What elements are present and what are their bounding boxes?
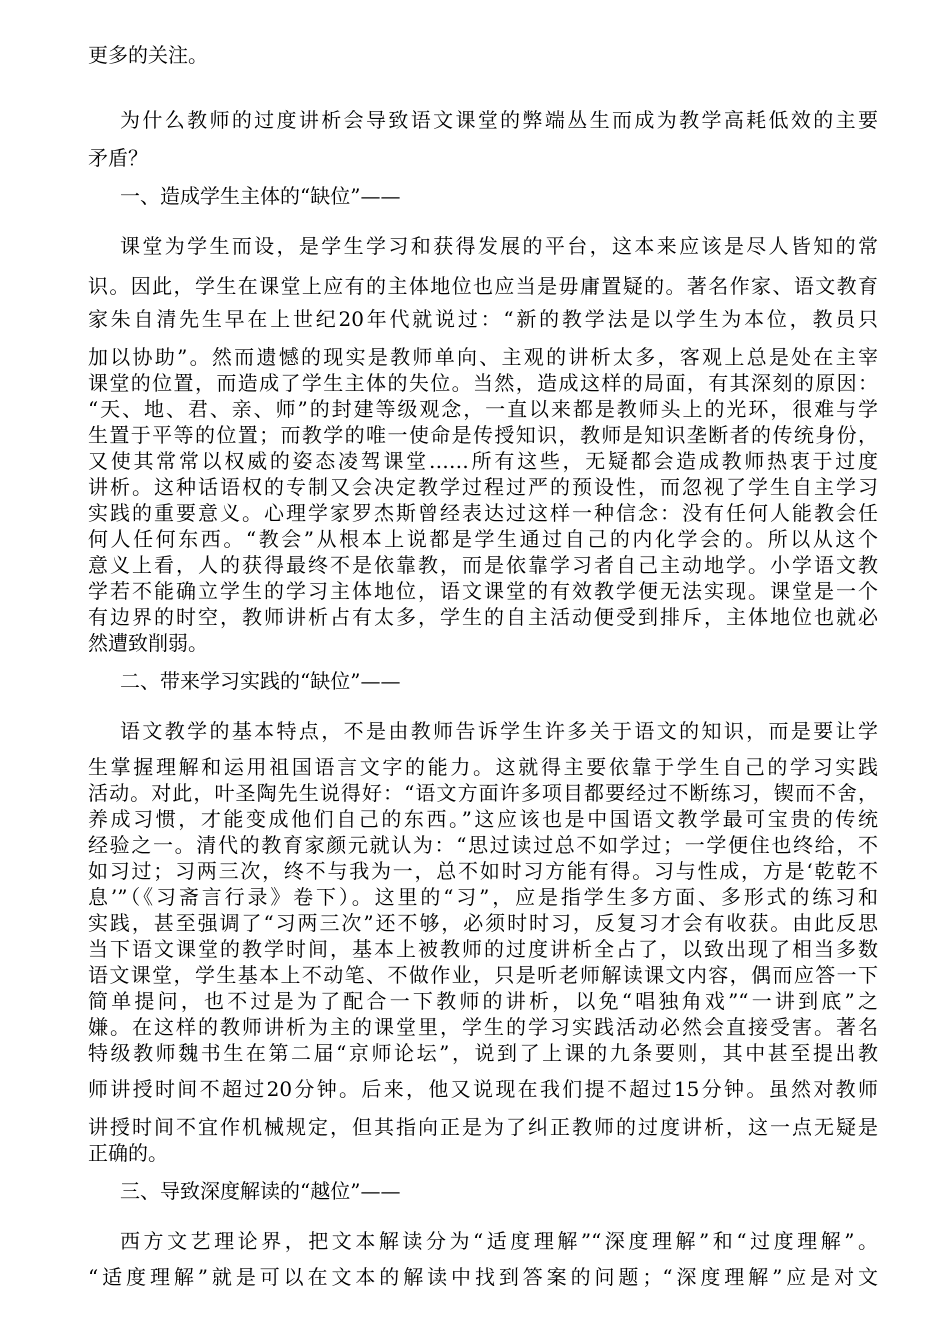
text-line: 意义上看，人的获得最终不是依靠教，而是依靠学习者自己主动地学。小学语文教	[88, 553, 878, 577]
text-line: 生置于平等的位置；而教学的唯一使命是传授知识，教师是知识垄断者的传统身份，	[88, 423, 878, 447]
text-line: 活动。对此，叶圣陶先生说得好：“语文方面许多项目都要经过不断练习，锲而不舍，	[88, 781, 878, 805]
text-line: 为什么教师的过度讲析会导致语文课堂的弊端丛生而成为教学高耗低效的主要	[120, 108, 878, 132]
text-line: 师讲授时间不超过20分钟。后来，他又说现在我们提不超过15分钟。虽然对教师	[88, 1077, 878, 1101]
text-line: 特级教师魏书生在第二届“京师论坛”，说到了上课的九条要则，其中甚至提出教	[88, 1041, 878, 1065]
text-line: 有边界的时空，教师讲析占有太多，学生的自主活动便受到排斥，主体地位也就必	[88, 605, 878, 629]
text-line: “适度理解”就是可以在文本的解读中找到答案的问题；“深度理解”应是对文	[88, 1265, 878, 1289]
text-line: 然遭致削弱。	[88, 631, 208, 655]
text-line: 息’”（《习斋言行录》卷下）。这里的“习”，应是指学生多方面、多形式的练习和	[88, 885, 878, 909]
section-heading: 一、造成学生主体的“缺位”——	[120, 184, 401, 208]
text-line: 加以协助”。然而遗憾的现实是教师单向、主观的讲析太多，客观上总是处在主宰	[88, 345, 878, 369]
text-line: 课堂为学生而设，是学生学习和获得发展的平台，这本来应该是尽人皆知的常	[120, 234, 878, 258]
text-line: 当下语文课堂的教学时间，基本上被教师的过度讲析全占了，以致出现了相当多数	[88, 937, 878, 961]
section-heading: 三、导致深度解读的“越位”——	[120, 1179, 401, 1203]
text-line: 嫌。在这样的教师讲析为主的课堂里，学生的学习实践活动必然会直接受害。著名	[88, 1015, 878, 1039]
text-line: 正确的。	[88, 1141, 168, 1165]
text-line: 简单提问，也不过是为了配合一下教师的讲析，以免“唱独角戏”“一讲到底”之	[88, 989, 878, 1013]
text-line: 经验之一。清代的教育家颜元就认为：“思过读过总不如学过；一学便住也终给，不	[88, 833, 878, 857]
text-line: 又使其常常以权威的姿态凌驾课堂……所有这些，无疑都会造成教师热衷于过度	[88, 449, 878, 473]
text-line: 养成习惯，才能变成他们自己的东西。”这应该也是中国语文教学最可宝贵的传统	[88, 807, 878, 831]
text-line: 识。因此，学生在课堂上应有的主体地位也应当是毋庸置疑的。著名作家、语文教育	[88, 274, 878, 298]
text-line: 语文教学的基本特点，不是由教师告诉学生许多关于语文的知识，而是要让学	[120, 719, 878, 743]
text-line: 西方文艺理论界，把文本解读分为“适度理解”“深度理解”和“过度理解”。	[120, 1229, 878, 1253]
text-line: 如习过；习两三次，终不与我为一，总不如时习方能有得。习与性成，方是‘乾乾不	[88, 859, 878, 883]
text-line: 何人任何东西。“教会”从根本上说都是学生通过自己的内化学会的。所以从这个	[88, 527, 878, 551]
text-line: “天、地、君、亲、师”的封建等级观念，一直以来都是教师头上的光环，很难与学	[88, 397, 878, 421]
text-line: 矛盾？	[88, 146, 148, 170]
text-line: 语文课堂，学生基本上不动笔、不做作业，只是听老师解读课文内容，偶而应答一下	[88, 963, 878, 987]
text-line: 实践，甚至强调了“习两三次”还不够，必须时时习，反复习才会有收获。由此反思	[88, 911, 878, 935]
section-heading: 二、带来学习实践的“缺位”——	[120, 669, 401, 693]
text-line: 家朱自清先生早在上世纪20年代就说过：“新的教学法是以学生为本位，教员只	[88, 307, 878, 331]
text-line: 讲授时间不宜作机械规定，但其指向正是为了纠正教师的过度讲析，这一点无疑是	[88, 1115, 878, 1139]
text-line: 生掌握理解和运用祖国语言文字的能力。这就得主要依靠于学生自己的学习实践	[88, 755, 878, 779]
text-line: 讲析。这种话语权的专制又会决定教学过程过严的预设性，而忽视了学生自主学习	[88, 475, 878, 499]
text-line: 更多的关注。	[88, 43, 208, 67]
text-line: 课堂的位置，而造成了学生主体的失位。当然，造成这样的局面，有其深刻的原因：	[88, 371, 878, 395]
text-line: 学若不能确立学生的学习主体地位，语文课堂的有效教学便无法实现。课堂是一个	[88, 579, 878, 603]
text-line: 实践的重要意义。心理学家罗杰斯曾经表达过这样一种信念：没有任何人能教会任	[88, 501, 878, 525]
